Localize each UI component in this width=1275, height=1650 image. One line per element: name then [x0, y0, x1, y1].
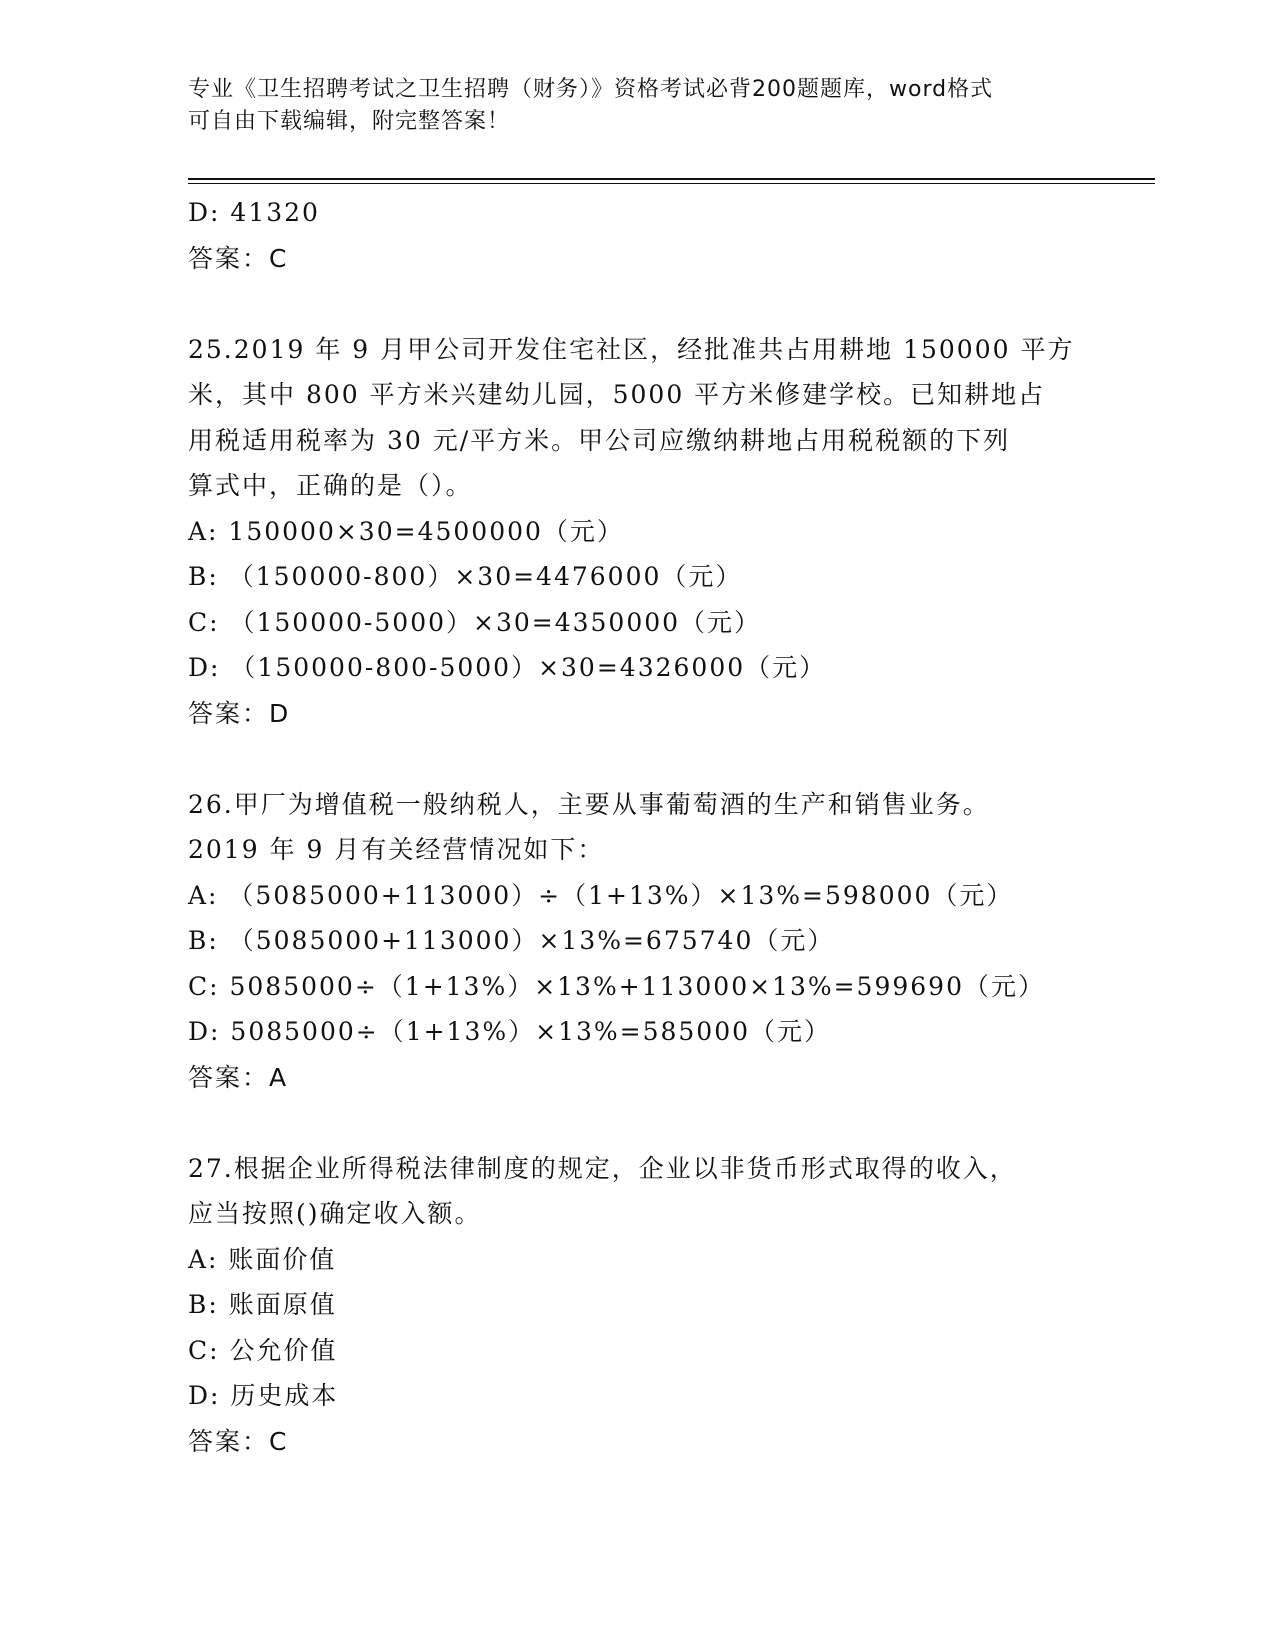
option-c: C: （150000-5000）×30=4350000（元） [188, 607, 762, 637]
answer-line: 答案：C [188, 243, 289, 273]
stem-line: 2019 年 9 月有关经营情况如下： [188, 835, 605, 864]
stem-line: 27.根据企业所得税法律制度的规定，企业以非货币形式取得的收入， [188, 1153, 1017, 1183]
option-c: C: 公允价值 [188, 1335, 338, 1365]
stem-line: 用税适用税率为 30 元/平方米。甲公司应缴纳耕地占用税税额的下列 [188, 425, 1011, 455]
stem-line: 米，其中 800 平方米兴建幼儿园，5000 平方米修建学校。已知耕地占 [188, 380, 1046, 409]
spacer [188, 736, 1068, 782]
option-a: A: 账面价值 [188, 1244, 337, 1274]
answer-line: 答案：D [188, 698, 291, 728]
stem-line: 算式中，正确的是（）。 [188, 471, 473, 500]
page-header [188, 74, 1068, 138]
question-content [188, 190, 1075, 1464]
header-divider-thin [188, 183, 1155, 184]
stem-line: 应当按照()确定收入额。 [188, 1199, 482, 1228]
spacer [188, 1100, 1068, 1146]
header-line-2: 可自由下载编辑，附完整答案！ [188, 109, 511, 134]
option-b: B: （150000-800）×30=4476000（元） [188, 562, 743, 591]
spacer [188, 281, 1068, 327]
question-26 [188, 782, 1068, 1101]
option-d: D: 41320 [188, 198, 320, 227]
option-d: D: （150000-800-5000）×30=4326000（元） [188, 653, 827, 682]
answer-line: 答案：A [188, 1062, 289, 1092]
option-a: A: （5085000+113000）÷（1+13%）×13%=598000（元） [188, 880, 1014, 910]
option-c: C: 5085000÷（1+13%）×13%+113000×13%=599690（元） [188, 971, 1045, 1001]
stem-line: 25.2019 年 9 月甲公司开发住宅社区，经批准共占用耕地 150000 平方 [188, 334, 1075, 364]
question-25 [188, 327, 1075, 737]
stem-line: 26.甲厂为增值税一般纳税人，主要从事葡萄酒的生产和销售业务。 [188, 789, 990, 819]
question-27 [188, 1146, 1068, 1465]
header-line-1: 专业《卫生招聘考试之卫生招聘（财务）》资格考试必背200题题库，word格式 [188, 77, 994, 102]
previous-question-tail [188, 190, 1068, 281]
question-stem [188, 1146, 1068, 1237]
option-d: D: 5085000÷（1+13%）×13%=585000（元） [188, 1017, 832, 1046]
option-a: A: 150000×30=4500000（元） [188, 516, 624, 546]
question-stem [188, 327, 1075, 509]
option-b: B: 账面原值 [188, 1290, 337, 1319]
header-divider-thick [188, 178, 1155, 180]
option-d: D: 历史成本 [188, 1381, 339, 1410]
question-stem [188, 782, 1068, 873]
option-b: B: （5085000+113000）×13%=675740（元） [188, 926, 835, 955]
answer-line: 答案：C [188, 1426, 289, 1456]
